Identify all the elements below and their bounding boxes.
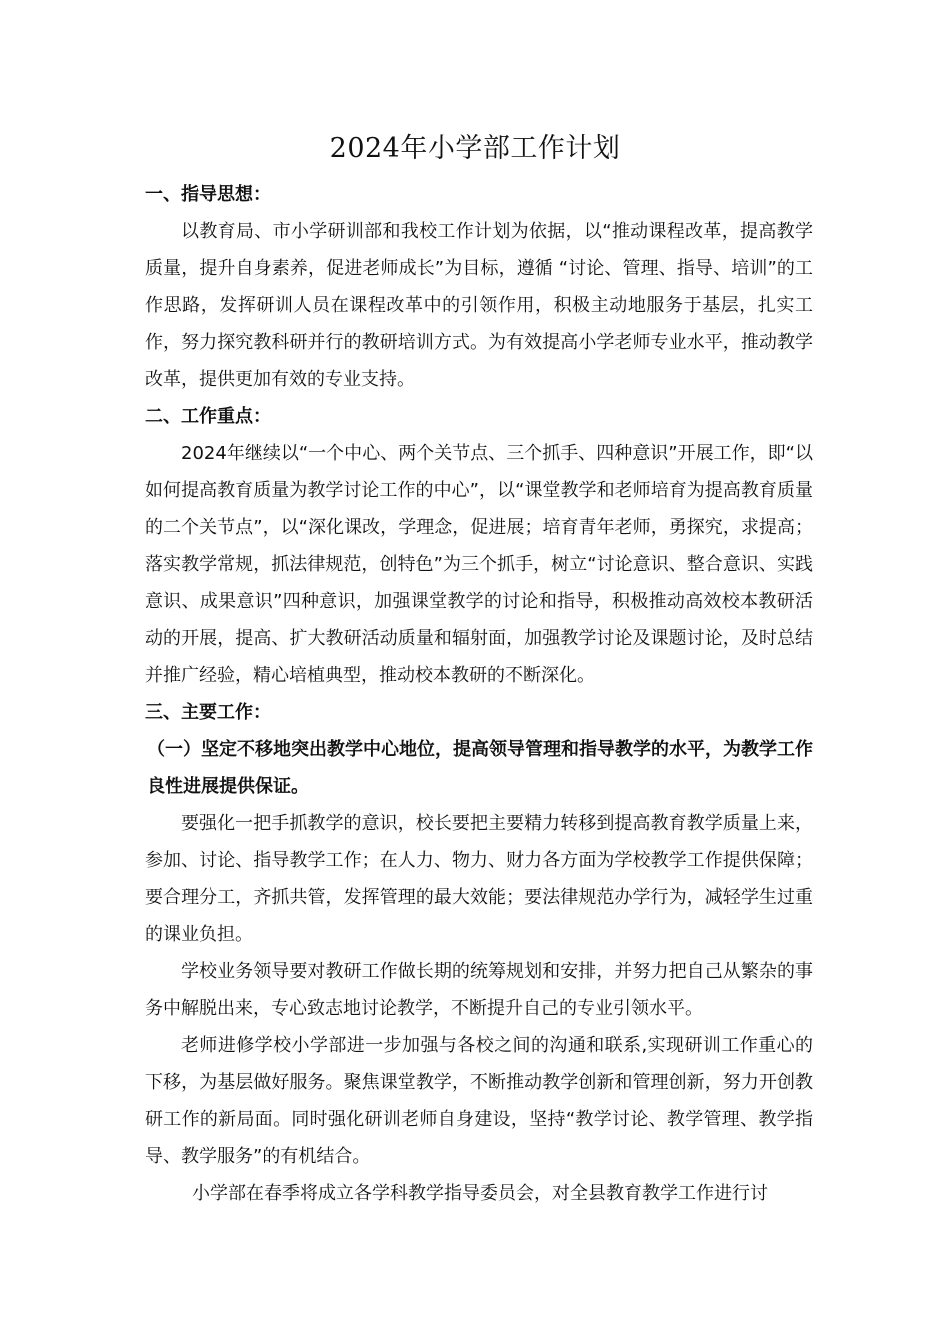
paragraph: 要强化一把手抓教学的意识，校长要把主要精力转移到提高教育教学质量上来，参加、讨论、指导教学工作；在人力、物力、财力各方面为学校教学工作提供保障；要合理分工，齐抓共管，发挥管理的最大效能；要法律规范办学行为，减轻学生过重的课业负担。 bbox=[145, 813, 813, 945]
paragraph: 老师进修学校小学部进一步加强与各校之间的沟通和联系,实现研训工作重心的下移，为基层做好服务。聚焦课堂教学，不断推动教学创新和管理创新，努力开创教研工作的新局面。同时强化研训老师自身建设，坚持“教学讨论、教学管理、教学指导、教学服务”的有机结合。 bbox=[145, 1035, 813, 1167]
paragraph: 学校业务领导要对教研工作做长期的统筹规划和安排，并努力把自己从繁杂的事务中解脱出来，专心致志地讨论教学，不断提升自己的专业引领水平。 bbox=[145, 961, 813, 1019]
paragraph: 以教育局、市小学研训部和我校工作计划为依据，以“推动课程改革，提高教学质量，提升自身素养，促进老师成长”为目标，遵循 “讨论、管理、指导、培训”的工作思路，发挥研训人员在课程改革中的引领作用，积极主动地服务于基层，扎实工作，努力探究教科研并行的教研培训方式。为有效提高小学老师专业水平，推动教学改革，提供更加有效的专业支持。 bbox=[145, 221, 813, 390]
paragraph: 2024年继续以“一个中心、两个关节点、三个抓手、四种意识”开展工作，即“以如何提高教育质量为教学讨论工作的中心”，以“课堂教学和老师培育为提高教育质量的二个关节点”，以“深化课改，学理念，促进展；培育青年老师，勇探究，求提高；落实教学常规，抓法律规范，创特色”为三个抓手，树立“讨论意识、整合意识、实践意识、成果意识”四种意识，加强课堂教学的讨论和指导，积极推动高效校本教研活动的开展，提高、扩大教研活动质量和辐射面，加强教学讨论及课题讨论，及时总结并推广经验，精心培植典型，推动校本教研的不断深化。 bbox=[145, 443, 813, 686]
section-heading-guiding-ideology: 一、指导思想： bbox=[145, 184, 271, 205]
section-heading-work-focus: 二、工作重点： bbox=[145, 406, 271, 427]
section-heading-main-work: 三、主要工作： bbox=[145, 702, 271, 723]
paragraph: 小学部在春季将成立各学科教学指导委员会，对全县教育教学工作进行讨 bbox=[192, 1183, 768, 1204]
page-title: 2024年小学部工作计划 bbox=[329, 133, 621, 164]
document-body bbox=[145, 176, 813, 1212]
subsection-heading: （一）坚定不移地突出教学中心地位，提高领导管理和指导教学的水平，为教学工作良性进展提供保证。 bbox=[147, 739, 813, 797]
